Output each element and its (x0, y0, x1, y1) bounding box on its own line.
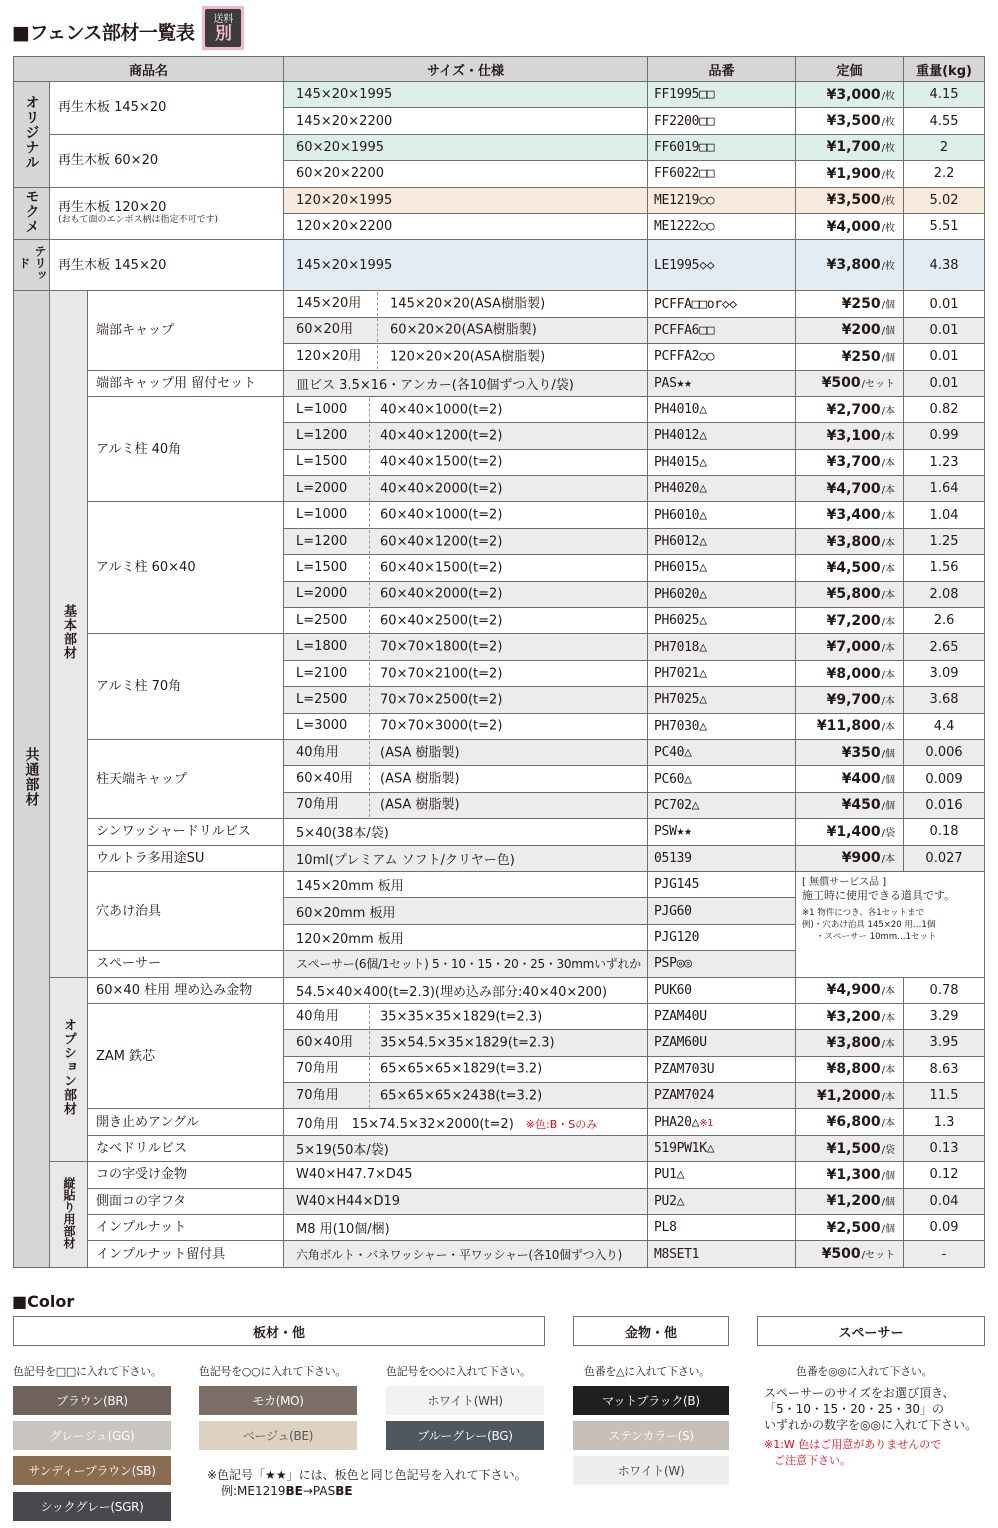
price-cell: ¥8,800/本 (796, 1056, 904, 1082)
code-cell: PH6012△ (648, 528, 796, 554)
price-cell: ¥250/個 (796, 291, 904, 317)
size-cell: 60×40用 (ASA 樹脂製) (284, 766, 648, 792)
weight-cell: 11.5 (904, 1083, 985, 1109)
product-name: スペーサー (88, 951, 284, 977)
free-service-note: [ 無償サービス品 ] 施工時に使用できる道具です。 ※1 物件につき、各1セットまで 例)・穴あけ治具 145×20 用…1個 ・スペーサー 10mm…1セット (796, 871, 985, 977)
code-cell: PH4010△ (648, 396, 796, 422)
price-cell: ¥1,500/袋 (796, 1135, 904, 1161)
price-cell: ¥4,000/枚 (796, 213, 904, 239)
code-cell: M8SET1 (648, 1241, 796, 1267)
price-cell: ¥6,800/本 (796, 1109, 904, 1135)
shipping-badge (202, 6, 244, 50)
code-cell: PZAM703U (648, 1056, 796, 1082)
note-circle: 色記号を○○に入れて下さい。 (199, 1365, 346, 1378)
price-cell: ¥250/個 (796, 344, 904, 370)
size-cell: L=2000 40×40×2000(t=2) (284, 476, 648, 502)
color-head-metal: 金物・他 (573, 1316, 729, 1346)
col-header-size: サイズ・仕様 (284, 57, 648, 82)
col-header-code: 品番 (648, 57, 796, 82)
code-cell: PSW★★ (648, 819, 796, 845)
size-cell: 六角ボルト・バネワッシャー・平ワッシャー(各10個ずつ入り) (284, 1241, 648, 1267)
code-cell: PCFFA□□or◇◇ (648, 291, 796, 317)
product-name: アルミ柱 70角 (88, 634, 284, 740)
group-original: オリジナル (14, 82, 50, 188)
weight-cell: 0.027 (904, 845, 985, 871)
code-cell: PH6015△ (648, 555, 796, 581)
weight-cell: 0.18 (904, 819, 985, 845)
weight-cell: 2.08 (904, 581, 985, 607)
spacer-note: スペーサーのサイズをお選び頂き、 「5・10・15・20・25・30」の いずれかの数字を◎◎に入れて下さい。 ※1:W 色はご用意がありませんので ご注意下さい。 (764, 1386, 977, 1467)
code-cell: PL8 (648, 1215, 796, 1241)
size-cell: 70角用 (ASA 樹脂製) (284, 792, 648, 818)
code-cell: FF6019□□ (648, 134, 796, 160)
weight-cell: 4.15 (904, 82, 985, 108)
col-header-price: 定価 (796, 57, 904, 82)
color-section (0, 1290, 998, 1528)
weight-cell: 4.38 (904, 240, 985, 291)
product-name: 再生木板 120×20 (おもて面のエンボス柄は指定不可です) (50, 187, 284, 240)
table-row (14, 1109, 985, 1135)
weight-cell: - (904, 1241, 985, 1267)
swatch-brown: ブラウン(BR) (13, 1386, 171, 1415)
price-cell: ¥3,100/本 (796, 423, 904, 449)
size-cell: 145×20×2200 (284, 108, 648, 134)
table-row (14, 291, 985, 317)
table-row (14, 396, 985, 422)
price-cell: ¥11,800/本 (796, 713, 904, 739)
code-cell: PH6020△ (648, 581, 796, 607)
code-cell: PHA20△※1 (648, 1109, 796, 1135)
size-cell: W40×H47.7×D45 (284, 1162, 648, 1188)
swatch-blue-grey: ブルーグレー(BG) (386, 1421, 544, 1450)
table-row (14, 1188, 985, 1214)
weight-cell: 3.09 (904, 660, 985, 686)
product-name: コの字受け金物 (88, 1162, 284, 1188)
code-cell: 519PW1K△ (648, 1135, 796, 1161)
swatch-chic-grey: シックグレー(SGR) (13, 1492, 171, 1521)
product-name: アルミ柱 60×40 (88, 502, 284, 634)
code-cell: ME1219○○ (648, 187, 796, 213)
code-cell: PH7021△ (648, 660, 796, 686)
group-option: オプション部材 (50, 977, 88, 1162)
size-cell: 145×20×1995 (284, 82, 648, 108)
weight-cell: 0.01 (904, 291, 985, 317)
weight-cell: 1.64 (904, 476, 985, 502)
table-row (14, 819, 985, 845)
price-cell: ¥3,700/本 (796, 449, 904, 475)
price-cell: ¥1,400/袋 (796, 819, 904, 845)
price-cell: ¥1,300/個 (796, 1162, 904, 1188)
swatch-white: ホワイト(WH) (386, 1386, 544, 1415)
code-cell: PU1△ (648, 1162, 796, 1188)
size-cell: 40角用 35×35×35×1829(t=2.3) (284, 1003, 648, 1029)
swatch-stain-color: ステンカラー(S) (573, 1421, 729, 1450)
group-mokume: モクメ (14, 187, 50, 240)
price-cell: ¥1,900/枚 (796, 161, 904, 187)
table-row (14, 1135, 985, 1161)
product-name: 穴あけ治具 (88, 871, 284, 950)
size-cell: 70角用 65×65×65×2438(t=3.2) (284, 1083, 648, 1109)
code-cell: PZAM40U (648, 1003, 796, 1029)
code-cell: FF2200□□ (648, 108, 796, 134)
weight-cell: 0.04 (904, 1188, 985, 1214)
size-cell: 54.5×40×400(t=2.3)(埋め込み部分:40×40×200) (284, 977, 648, 1003)
price-cell: ¥450/個 (796, 792, 904, 818)
size-cell: 70角用 15×74.5×32×2000(t=2) ※色:B・Sのみ (284, 1109, 648, 1135)
size-cell: L=1000 60×40×1000(t=2) (284, 502, 648, 528)
table-row (14, 82, 985, 108)
weight-cell: 0.01 (904, 370, 985, 396)
code-cell: PH7025△ (648, 687, 796, 713)
code-cell: PC702△ (648, 792, 796, 818)
page-header (12, 14, 244, 48)
weight-cell: 0.13 (904, 1135, 985, 1161)
size-cell: M8 用(10個/梱) (284, 1215, 648, 1241)
product-name: 開き止めアングル (88, 1109, 284, 1135)
table-row (14, 739, 985, 765)
table-row (14, 134, 985, 160)
price-cell: ¥7,200/本 (796, 608, 904, 634)
weight-cell: 0.99 (904, 423, 985, 449)
weight-cell: 4.4 (904, 713, 985, 739)
size-cell: 5×19(50本/袋) (284, 1135, 648, 1161)
weight-cell: 1.23 (904, 449, 985, 475)
price-cell: ¥2,700/本 (796, 396, 904, 422)
note-triangle: 色番を△に入れて下さい。 (584, 1365, 710, 1378)
table-header-row (14, 57, 985, 82)
size-cell: L=2100 70×70×2100(t=2) (284, 660, 648, 686)
code-cell: PCFFA2○○ (648, 344, 796, 370)
size-cell: 145×20mm 板用 (284, 871, 648, 897)
price-cell: ¥1,200/個 (796, 1188, 904, 1214)
size-cell: L=1500 60×40×1500(t=2) (284, 555, 648, 581)
table-row (14, 187, 985, 213)
weight-cell: 8.63 (904, 1056, 985, 1082)
weight-cell: 4.55 (904, 108, 985, 134)
size-cell: L=1200 60×40×1200(t=2) (284, 528, 648, 554)
size-cell: 145×20×1995 (284, 240, 648, 291)
note-diamond: 色記号を◇◇に入れて下さい。 (386, 1365, 531, 1378)
price-cell: ¥3,800/本 (796, 1030, 904, 1056)
table-row (14, 977, 985, 1003)
swatch-sandy-brown: サンディーブラウン(SB) (13, 1456, 171, 1485)
swatch-matte-black: マットブラック(B) (573, 1386, 729, 1415)
price-cell: ¥4,500/本 (796, 555, 904, 581)
weight-cell: 3.29 (904, 1003, 985, 1029)
code-cell: 05139 (648, 845, 796, 871)
product-name: 柱天端キャップ (88, 739, 284, 818)
table-row (14, 634, 985, 660)
table-row (14, 502, 985, 528)
product-name: 再生木板 145×20 (50, 82, 284, 135)
price-cell: ¥900/本 (796, 845, 904, 871)
price-cell: ¥3,500/枚 (796, 187, 904, 213)
product-name: 再生木板 60×20 (50, 134, 284, 187)
size-cell: L=1200 40×40×1200(t=2) (284, 423, 648, 449)
code-cell: PC60△ (648, 766, 796, 792)
group-vertical: 縦貼り用部材 (50, 1162, 88, 1268)
weight-cell: 0.82 (904, 396, 985, 422)
weight-cell: 0.016 (904, 792, 985, 818)
weight-cell: 0.009 (904, 766, 985, 792)
note-double-circle: 色番を◎◎に入れて下さい。 (796, 1365, 933, 1378)
code-cell: PH6010△ (648, 502, 796, 528)
price-cell: ¥3,800/本 (796, 528, 904, 554)
size-cell: 皿ビス 3.5×16・アンカー(各10個ずつ入り/袋) (284, 370, 648, 396)
size-cell: L=3000 70×70×3000(t=2) (284, 713, 648, 739)
size-cell: 120×20×1995 (284, 187, 648, 213)
table-row (14, 1003, 985, 1029)
price-cell: ¥3,000/枚 (796, 82, 904, 108)
size-cell: 60×20mm 板用 (284, 898, 648, 924)
price-cell: ¥200/個 (796, 317, 904, 343)
size-cell: 120×20×2200 (284, 213, 648, 239)
size-cell: L=2000 60×40×2000(t=2) (284, 581, 648, 607)
product-name: 再生木板 145×20 (50, 240, 284, 291)
product-name: インプルナット (88, 1215, 284, 1241)
size-cell: 145×20用 145×20×20(ASA樹脂製) (284, 291, 648, 317)
color-head-board: 板材・他 (13, 1316, 545, 1346)
price-cell: ¥5,800/本 (796, 581, 904, 607)
price-cell: ¥3,500/枚 (796, 108, 904, 134)
weight-cell: 2.6 (904, 608, 985, 634)
group-terrid: テリッド (14, 240, 50, 291)
size-cell: L=2500 60×40×2500(t=2) (284, 608, 648, 634)
weight-cell: 0.12 (904, 1162, 985, 1188)
code-cell: PJG145 (648, 871, 796, 897)
product-name: 側面コの字フタ (88, 1188, 284, 1214)
weight-cell: 1.04 (904, 502, 985, 528)
col-header-weight: 重量(kg) (904, 57, 985, 82)
table-row (14, 240, 985, 291)
product-name: 端部キャップ用 留付セット (88, 370, 284, 396)
weight-cell: 2 (904, 134, 985, 160)
price-cell: ¥1,700/枚 (796, 134, 904, 160)
size-cell: 60×20用 60×20×20(ASA樹脂製) (284, 317, 648, 343)
code-cell: LE1995◇◇ (648, 240, 796, 291)
product-name: 60×40 柱用 埋め込み金物 (88, 977, 284, 1003)
size-cell: 70角用 65×65×65×1829(t=3.2) (284, 1056, 648, 1082)
code-cell: PH4015△ (648, 449, 796, 475)
code-cell: PC40△ (648, 739, 796, 765)
product-name: 端部キャップ (88, 291, 284, 370)
table-row (14, 1215, 985, 1241)
code-cell: PJG120 (648, 924, 796, 950)
size-cell: 120×20mm 板用 (284, 924, 648, 950)
price-cell: ¥3,200/本 (796, 1003, 904, 1029)
price-cell: ¥3,800/枚 (796, 240, 904, 291)
code-cell: PUK60 (648, 977, 796, 1003)
code-cell: PZAM60U (648, 1030, 796, 1056)
size-cell: 120×20用 120×20×20(ASA樹脂製) (284, 344, 648, 370)
note-square: 色記号を□□に入れて下さい。 (13, 1365, 162, 1378)
weight-cell: 5.51 (904, 213, 985, 239)
size-cell: 5×40(38本/袋) (284, 819, 648, 845)
code-cell: PH7018△ (648, 634, 796, 660)
swatch-mocha: モカ(MO) (199, 1386, 357, 1415)
group-common: 共通部材 (14, 291, 50, 1267)
weight-cell: 1.56 (904, 555, 985, 581)
swatch-metal-white: ホワイト(W) (573, 1456, 729, 1485)
code-cell: PJG60 (648, 898, 796, 924)
size-cell: 10ml(プレミアム ソフト/クリヤー色) (284, 845, 648, 871)
price-cell: ¥400/個 (796, 766, 904, 792)
page-title: ■フェンス部材一覧表 (12, 21, 195, 44)
weight-cell: 0.01 (904, 317, 985, 343)
weight-cell: 0.006 (904, 739, 985, 765)
swatch-greige: グレージュ(GG) (13, 1421, 171, 1450)
col-header-name: 商品名 (14, 57, 284, 82)
price-cell: ¥7,000/本 (796, 634, 904, 660)
swatch-beige: ベージュ(BE) (199, 1421, 357, 1450)
color-head-spacer: スペーサー (757, 1316, 985, 1346)
table-row (14, 1241, 985, 1267)
product-name: インプルナット留付具 (88, 1241, 284, 1267)
table-row (14, 871, 985, 897)
badge-top-text: 送料 (213, 13, 234, 25)
product-name: ZAM 鉄芯 (88, 1003, 284, 1109)
code-cell: PCFFA6□□ (648, 317, 796, 343)
price-cell: ¥350/個 (796, 739, 904, 765)
price-cell: ¥9,700/本 (796, 687, 904, 713)
table-row (14, 370, 985, 396)
price-cell: ¥3,400/本 (796, 502, 904, 528)
code-cell: PH6025△ (648, 608, 796, 634)
product-name: アルミ柱 40角 (88, 396, 284, 502)
weight-cell: 5.02 (904, 187, 985, 213)
weight-cell: 2.2 (904, 161, 985, 187)
code-cell: PAS★★ (648, 370, 796, 396)
badge-bottom-text: 別 (214, 23, 232, 44)
weight-cell: 1.25 (904, 528, 985, 554)
weight-cell: 0.01 (904, 344, 985, 370)
size-cell: 40角用 (ASA 樹脂製) (284, 739, 648, 765)
code-cell: PZAM7024 (648, 1083, 796, 1109)
size-cell: 60×20×2200 (284, 161, 648, 187)
price-cell: ¥500/セット (796, 1241, 904, 1267)
color-title: ■Color (12, 1292, 75, 1311)
code-cell: FF6022□□ (648, 161, 796, 187)
weight-cell: 0.09 (904, 1215, 985, 1241)
size-cell: 60×20×1995 (284, 134, 648, 160)
code-cell: PH7030△ (648, 713, 796, 739)
price-cell: ¥2,500/個 (796, 1215, 904, 1241)
weight-cell: 3.68 (904, 687, 985, 713)
parts-table (13, 56, 985, 1268)
weight-cell: 0.78 (904, 977, 985, 1003)
code-cell: ME1222○○ (648, 213, 796, 239)
price-cell: ¥4,700/本 (796, 476, 904, 502)
price-cell: ¥4,900/本 (796, 977, 904, 1003)
star-note: ※色記号「★★」には、板色と同じ色記号を入れて下さい。 例:ME1219BE→PASBE (207, 1468, 527, 1498)
code-cell: PSP◎◎ (648, 951, 796, 977)
size-cell: L=2500 70×70×2500(t=2) (284, 687, 648, 713)
product-name: シンワッシャードリルビス (88, 819, 284, 845)
code-cell: PH4012△ (648, 423, 796, 449)
weight-cell: 2.65 (904, 634, 985, 660)
weight-cell: 1.3 (904, 1109, 985, 1135)
size-cell: L=1500 40×40×1500(t=2) (284, 449, 648, 475)
price-cell: ¥8,000/本 (796, 660, 904, 686)
size-cell: W40×H44×D19 (284, 1188, 648, 1214)
size-cell: 60×40用 35×54.5×35×1829(t=2.3) (284, 1030, 648, 1056)
price-cell: ¥500/セット (796, 370, 904, 396)
table-row (14, 845, 985, 871)
group-basic: 基本部材 (50, 291, 88, 977)
size-cell: L=1800 70×70×1800(t=2) (284, 634, 648, 660)
price-cell: ¥1,2000/本 (796, 1083, 904, 1109)
weight-cell: 3.95 (904, 1030, 985, 1056)
product-name: なべドリルビス (88, 1135, 284, 1161)
code-cell: PU2△ (648, 1188, 796, 1214)
table-row (14, 1162, 985, 1188)
size-cell: L=1000 40×40×1000(t=2) (284, 396, 648, 422)
code-cell: PH4020△ (648, 476, 796, 502)
size-cell: スペーサー(6個/1セット) 5・10・15・20・25・30mmいずれか (284, 951, 648, 977)
code-cell: FF1995□□ (648, 82, 796, 108)
product-name: ウルトラ多用途SU (88, 845, 284, 871)
